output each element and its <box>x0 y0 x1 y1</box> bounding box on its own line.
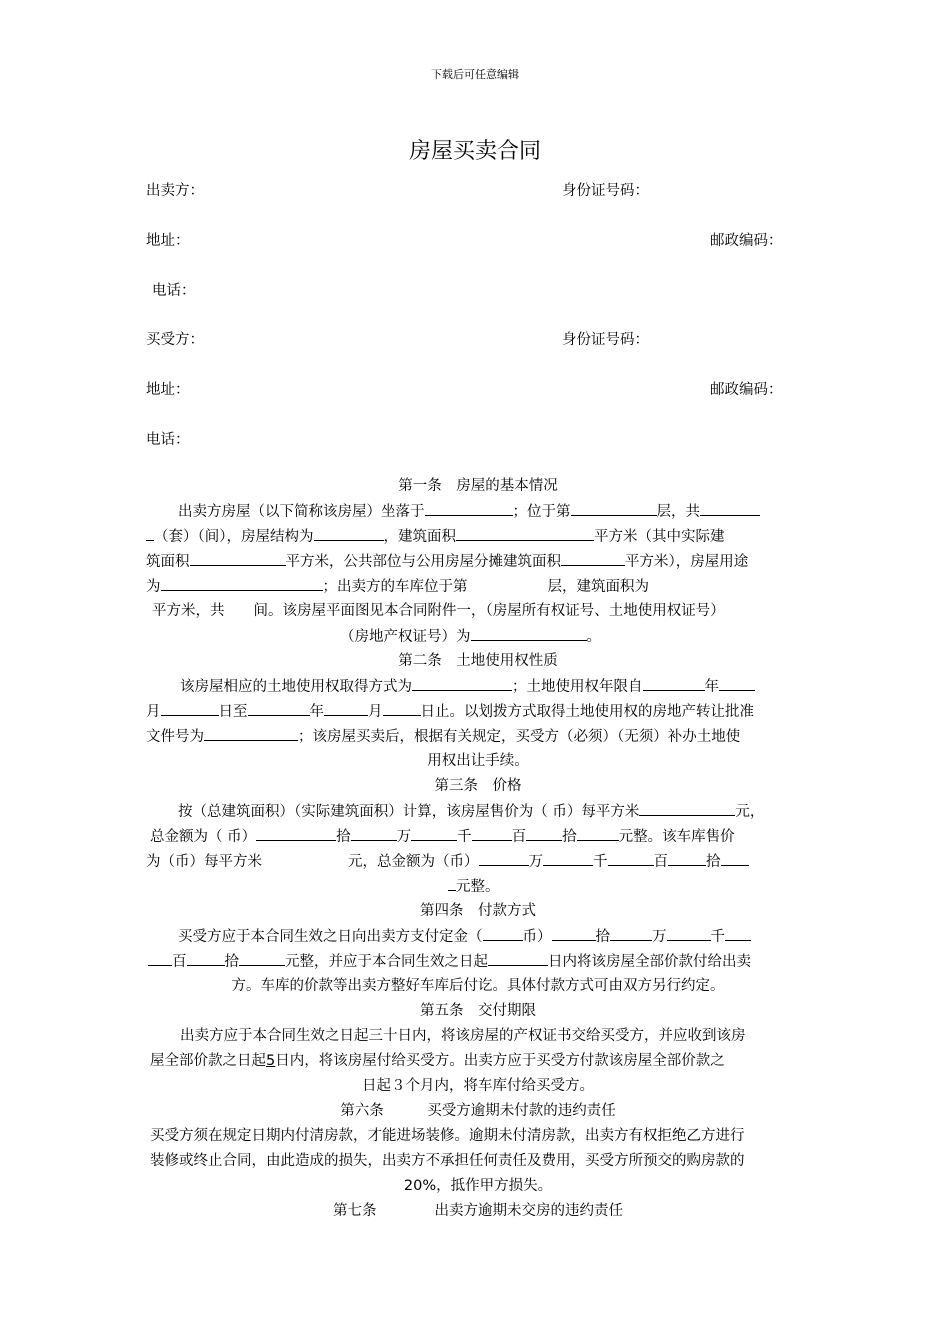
article-6-line-3: 20%，抵作甲方损失。 <box>403 1178 553 1194</box>
text: 层，共 <box>656 504 700 520</box>
blank <box>488 951 548 966</box>
blank <box>668 851 706 866</box>
text: ；土地使用权年限自 <box>512 679 643 695</box>
buyer-id-label: 身份证号码： <box>562 332 649 348</box>
text: 出卖方房屋（以下简称该房屋）坐落于 <box>178 504 425 520</box>
blank <box>456 526 594 541</box>
text: 月 <box>368 704 383 720</box>
blank <box>256 826 336 841</box>
blank <box>571 501 657 516</box>
blank <box>314 526 384 541</box>
article-5-heading: 第五条 交付期限 <box>420 1003 536 1019</box>
article-3-line-3 <box>146 851 749 872</box>
blank <box>351 826 397 841</box>
text: （房地产权证号）为 <box>340 629 471 645</box>
text: 百 <box>511 829 527 845</box>
article-4-line-1 <box>178 926 751 947</box>
text: 拾 <box>336 829 351 845</box>
page-header-note: 下载后可任意编辑 <box>431 68 519 81</box>
blank <box>577 826 619 841</box>
text: 万 <box>528 854 543 870</box>
text: 平方米（其中实际建 <box>594 529 725 545</box>
text: 平方米），房屋用途 <box>625 554 749 570</box>
text: 日至 <box>218 704 248 720</box>
text: 屋全部价款之日起 <box>150 1053 266 1069</box>
article-1-line-1 <box>178 501 760 522</box>
blank <box>472 826 512 841</box>
text: 层，建筑面积为 <box>547 579 649 595</box>
document-title: 房屋买卖合同 <box>408 139 541 164</box>
article-3-line-4 <box>448 876 500 897</box>
text: ；位于第 <box>512 504 571 520</box>
article-2-line-4: 用权出让手续。 <box>427 753 529 769</box>
text: 。 <box>586 629 601 645</box>
article-1-line-5: 平方米，共 间。该房屋平面图见本合同附件一，（房屋所有权证号、土地使用权证号） <box>152 603 725 619</box>
blank <box>148 951 172 966</box>
text: 日内，将该房屋付给买受方。出卖方应于买受方付款该房屋全部价款之 <box>275 1053 725 1069</box>
blank <box>161 576 323 591</box>
blank <box>161 701 219 716</box>
text: ；该房屋买卖后，根据有关规定，买受方（必须）（无须）补办土地使 <box>298 729 741 745</box>
blank <box>248 701 310 716</box>
seller-postal-label: 邮政编码： <box>710 233 783 249</box>
article-5-line-1: 出卖方应于本合同生效之日起三十日内，将该房屋的产权证书交给买受方，并应收到该房 <box>180 1028 746 1044</box>
text: 年 <box>309 704 324 720</box>
blank <box>667 926 711 941</box>
text: （套）（间），房屋结构为 <box>154 529 314 545</box>
blank <box>324 701 368 716</box>
blank <box>425 501 513 516</box>
text: 元，总金额为（币） <box>348 854 479 870</box>
text: 文件号为 <box>146 729 204 745</box>
buyer-postal-label: 邮政编码： <box>710 382 783 398</box>
article-1-line-3 <box>146 551 748 572</box>
blank <box>411 826 457 841</box>
blank <box>643 676 705 691</box>
blank <box>448 876 456 891</box>
text: 拾 <box>595 929 610 945</box>
text: 买受方应于本合同生效之日向出卖方支付定金（ <box>178 929 483 945</box>
blank <box>526 826 562 841</box>
article-4-line-3: 方。车库的价款等出卖方整好车库后付讫。具体付款方式可由双方另行约定。 <box>231 978 725 994</box>
article-6-line-2: 装修或终止合同，由此造成的损失，出卖方不承担任何责任及费用，买受方所预交的购房款的 <box>150 1153 745 1169</box>
article-3-line-2 <box>150 826 735 847</box>
text: 总金额为（ 币） <box>150 829 257 845</box>
text: 万 <box>396 829 412 845</box>
text: 元， <box>735 804 765 820</box>
article-4-heading: 第四条 付款方式 <box>420 903 536 919</box>
article-1-line-6 <box>340 626 601 647</box>
seller-id-label: 身份证号码： <box>562 183 649 199</box>
text: 元整，并应于本合同生效之日起 <box>285 954 488 970</box>
blank <box>383 701 421 716</box>
blank <box>190 551 286 566</box>
blank <box>700 501 760 516</box>
blank <box>639 801 735 816</box>
text: 日止。以划拨方式取得土地使用权的房地产转让批准 <box>420 704 754 720</box>
text: 千 <box>710 929 725 945</box>
blank <box>552 926 596 941</box>
seller-address-label: 地址： <box>146 233 190 249</box>
article-3-heading: 第三条 价格 <box>434 778 522 794</box>
article-1-line-2 <box>146 526 725 547</box>
text: 月 <box>146 704 161 720</box>
text: 元整。 <box>456 879 500 895</box>
article-2-line-1 <box>180 676 755 697</box>
text: 百 <box>653 854 668 870</box>
text: 千 <box>457 829 472 845</box>
blank <box>610 926 652 941</box>
text: 为 <box>146 579 161 595</box>
seller-label: 出卖方： <box>146 183 204 199</box>
buyer-phone-label: 电话： <box>146 432 190 448</box>
article-1-line-4 <box>146 576 649 597</box>
text: ；出卖方的车库位于第 <box>322 579 468 595</box>
blank <box>608 851 654 866</box>
article-2-line-2 <box>146 701 754 722</box>
blank <box>543 851 593 866</box>
text: 年 <box>704 679 719 695</box>
blank <box>483 926 523 941</box>
article-7-heading: 第七条 出卖方逾期未交房的违约责任 <box>333 1203 623 1219</box>
text: ，建筑面积 <box>383 529 456 545</box>
seller-phone-label: 电话： <box>152 283 196 299</box>
text: 拾 <box>562 829 577 845</box>
text: 百 <box>172 954 187 970</box>
text: 千 <box>593 854 608 870</box>
text: 按（总建筑面积）（实际建筑面积）计算，该房屋售价为（ 币）每平方米 <box>178 804 640 820</box>
text: 平方米，公共部位与公用房屋分摊建筑面积 <box>285 554 561 570</box>
text: 为（币）每平方米 <box>146 854 262 870</box>
blank <box>721 851 749 866</box>
text: 币） <box>522 929 552 945</box>
blank <box>561 551 625 566</box>
blank <box>239 951 285 966</box>
article-5-line-2 <box>150 1051 725 1071</box>
blank <box>479 851 529 866</box>
text: 该房屋相应的土地使用权取得方式为 <box>180 679 412 695</box>
text: 筑面积 <box>146 554 190 570</box>
blank <box>412 676 512 691</box>
text: 万 <box>652 929 667 945</box>
article-2-line-3 <box>146 726 740 747</box>
blank <box>725 926 751 941</box>
article-6-line-1: 买受方须在规定日期内付清房款，才能进场装修。逾期未付清房款，出卖方有权拒绝乙方进行 <box>150 1128 745 1144</box>
article-6-heading: 第六条 买受方逾期未付款的违约责任 <box>340 1103 616 1119</box>
article-1-heading: 第一条 房屋的基本情况 <box>398 478 558 494</box>
buyer-address-label: 地址： <box>146 382 190 398</box>
buyer-label: 买受方： <box>146 332 204 348</box>
text: 拾 <box>706 854 721 870</box>
blank <box>204 726 298 741</box>
text: 拾 <box>224 954 239 970</box>
blank <box>471 626 587 641</box>
text: 元整。该车库售价 <box>618 829 735 845</box>
article-5-line-3: 日起３个月内，将车库付给买受方。 <box>362 1078 594 1094</box>
article-3-line-1 <box>178 801 764 822</box>
blank <box>146 526 154 541</box>
article-4-line-2 <box>148 951 751 972</box>
blank <box>719 676 755 691</box>
filled-blank: 5 <box>266 1053 276 1069</box>
text: 日内将该房屋全部价款付给出卖 <box>548 954 751 970</box>
article-2-heading: 第二条 土地使用权性质 <box>398 653 558 669</box>
blank <box>187 951 225 966</box>
